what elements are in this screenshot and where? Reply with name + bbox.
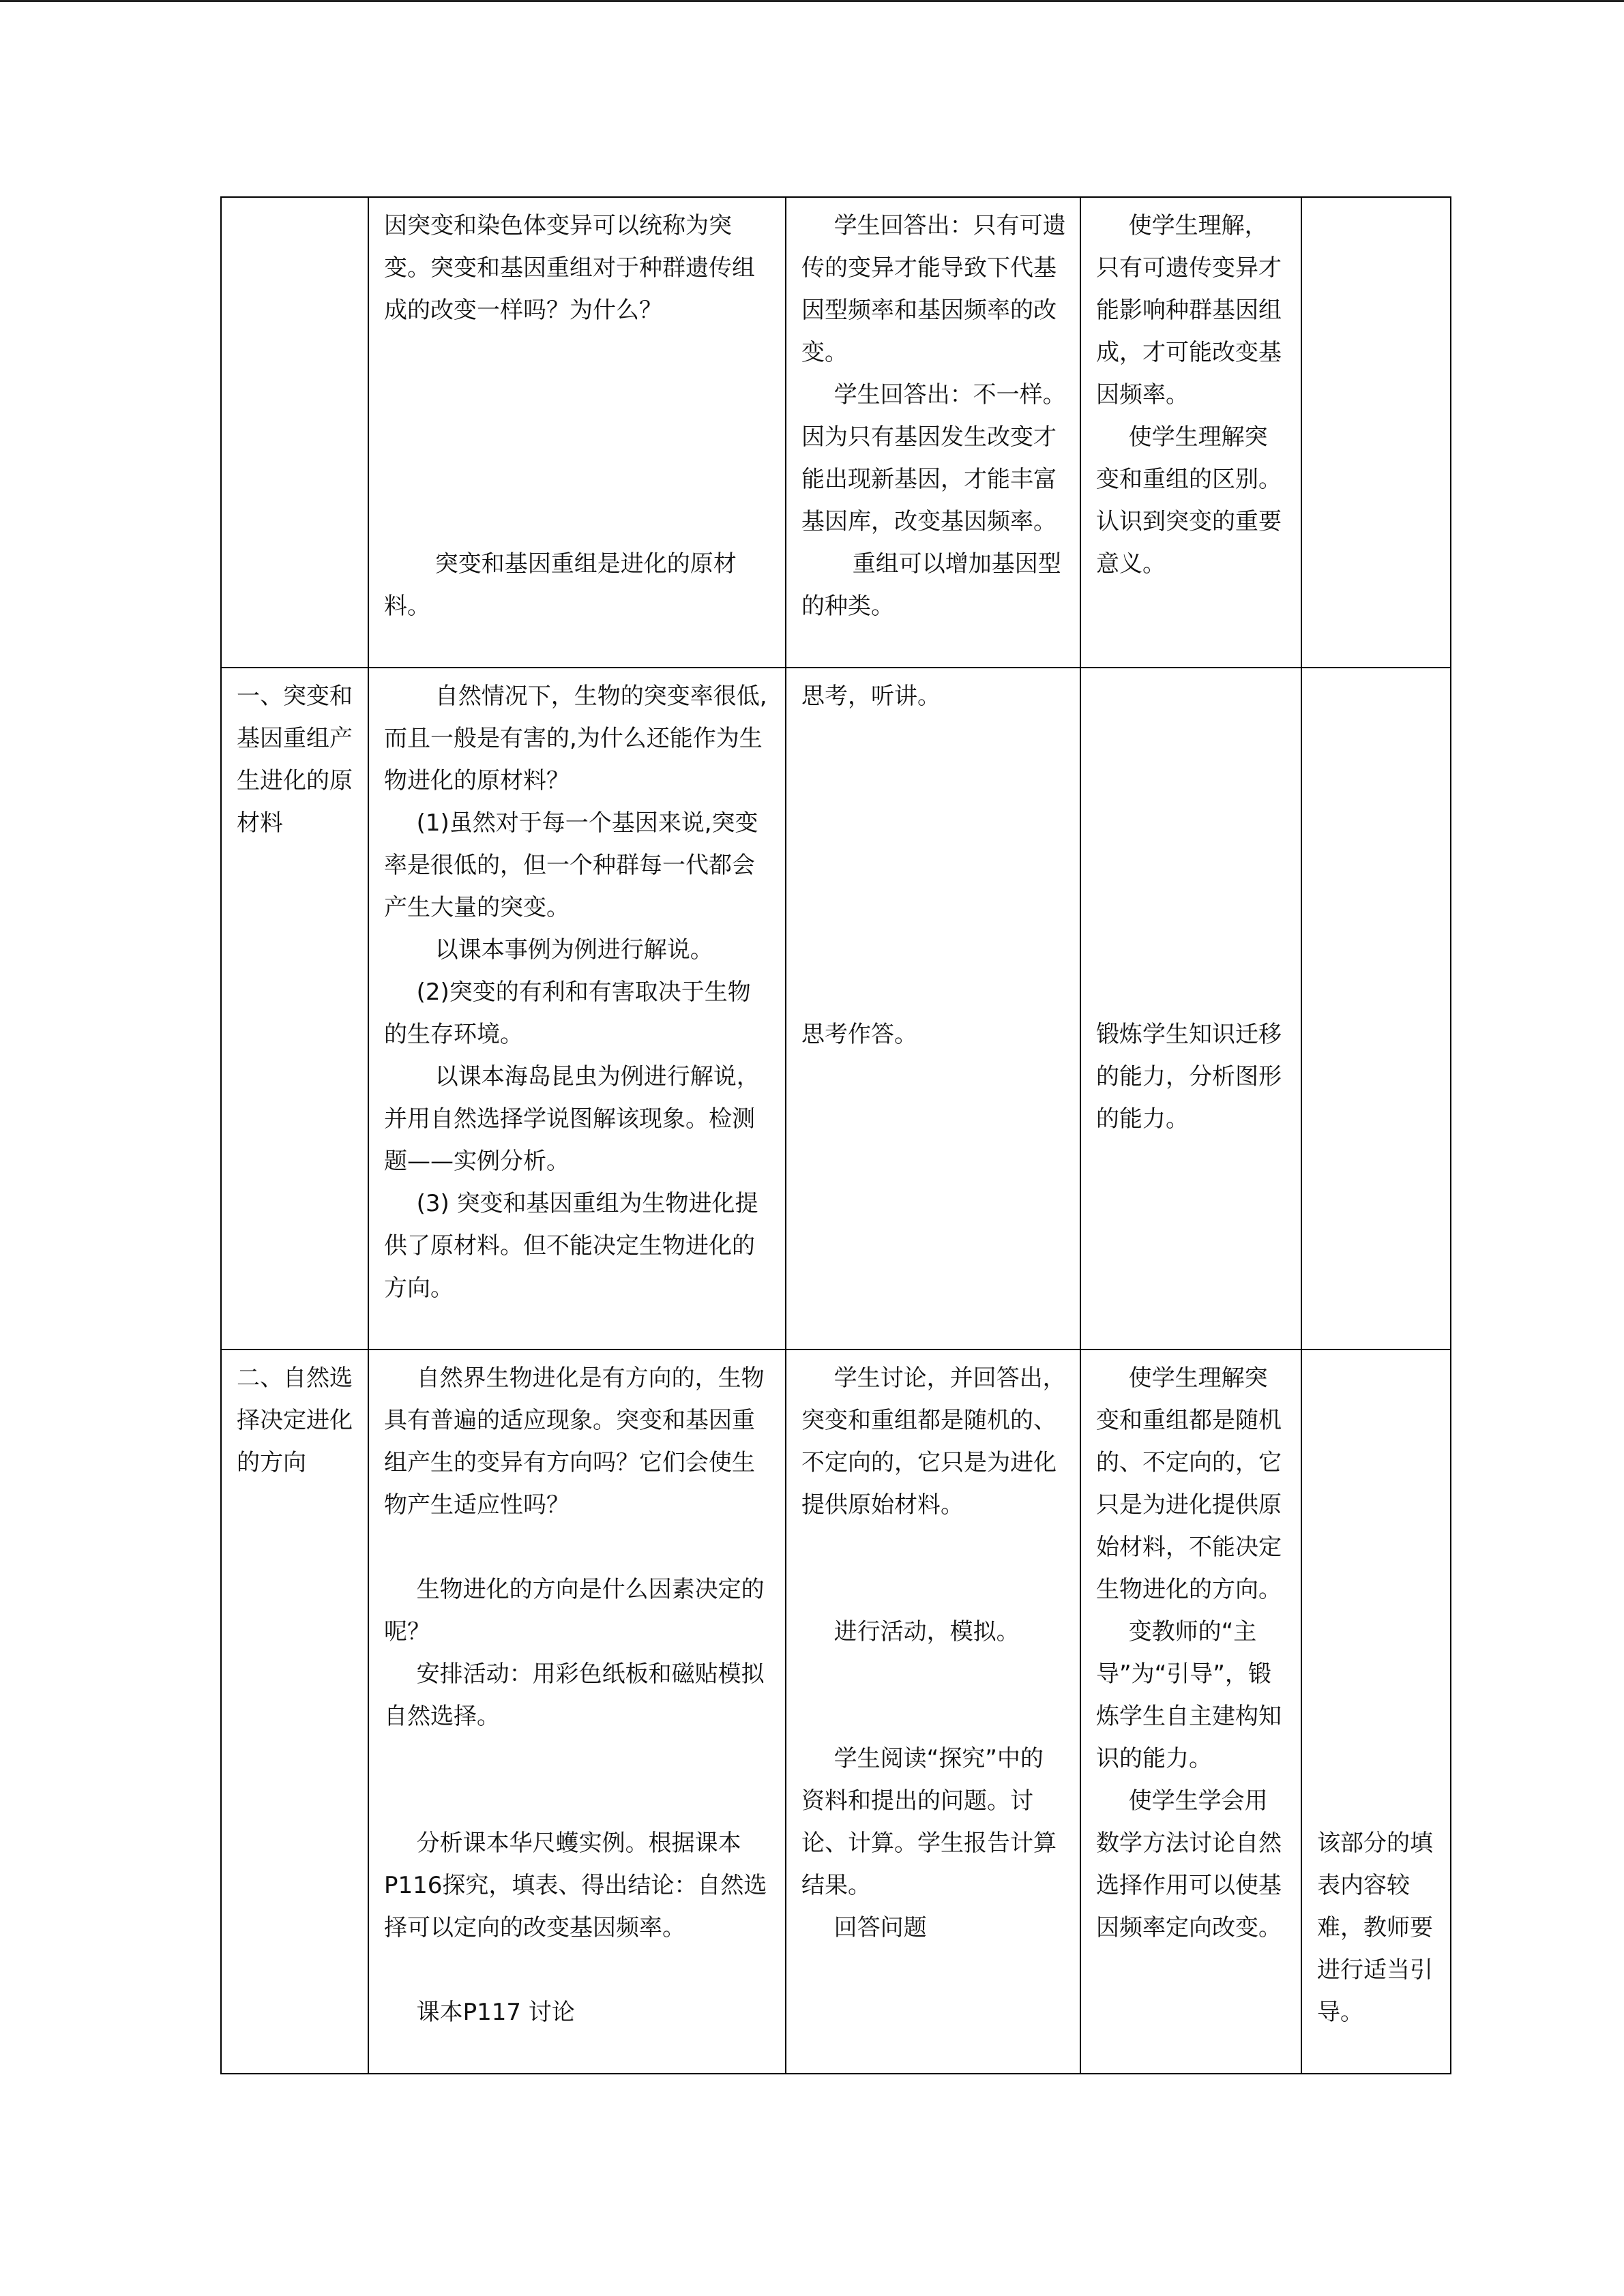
teacher-text: 自然界生物进化是有方向的，生物具有普遍的适应现象。突变和基因重组产生的变异有方向吗？它们会使生物产生适应性吗？ (384, 1365, 765, 1519)
student-text: 回答问题 (833, 1914, 927, 1941)
teacher-text: 以课本海岛昆虫为例进行解说，并用自然选择学说图解该现象。检测题——实例分析。 (384, 1063, 760, 1175)
lesson-plan-table (220, 196, 1451, 2074)
teacher-text: 以课本事例为例进行解说。 (434, 936, 713, 964)
note-cell (1301, 668, 1451, 1350)
page-top-border (0, 0, 1624, 2)
student-text: 思考，听讲。 (801, 683, 941, 710)
teacher-text: 自然情况下，生物的突变率很低,而且一般是有害的,为什么还能作为生物进化的原材料？ (384, 683, 767, 794)
teacher-text: (2)突变的有利和有害取决于生物的生存环境。 (384, 979, 751, 1048)
stage-cell (221, 668, 368, 1350)
note-cell (1301, 1350, 1451, 2074)
intent-text: 锻炼学生知识迁移的能力，分析图形的能力。 (1096, 1021, 1282, 1133)
teacher-text: (1)虽然对于每一个基因来说,突变率是很低的，但一个种群每一代都会产生大量的突变。 (384, 809, 758, 921)
intent-text: 使学生理解突变和重组都是随机的、不定向的，它只是为进化提供原始材料，不能决定生物进化的方向。 (1096, 1365, 1282, 1603)
student-text: 思考作答。 (801, 1021, 917, 1048)
design-intent-cell (1080, 668, 1301, 1350)
intent-text: 使学生理解突变和重组的区别。认识到突变的重要意义。 (1096, 423, 1282, 578)
student-text: 进行活动，模拟。 (833, 1618, 1020, 1645)
teacher-text: 突变和基因重组是进化的原材料。 (384, 550, 737, 620)
teacher-text: 因突变和染色体变异可以统称为突变。突变和基因重组对于种群遗传组成的改变一样吗？为什么？ (384, 212, 755, 324)
design-intent-cell (1080, 1350, 1301, 2074)
table-row (221, 1350, 1451, 2074)
intent-text: 变教师的“主导”为“引导”，锻炼学生自主建构知识的能力。 (1096, 1618, 1282, 1772)
teacher-activity-cell (368, 668, 786, 1350)
student-text: 学生回答出：只有可遗传的变异才能导致下代基因型频率和基因频率的改变。 (801, 212, 1066, 366)
teacher-activity-cell (368, 197, 786, 668)
stage-cell (221, 197, 368, 668)
table-row (221, 197, 1451, 668)
student-activity-cell (786, 668, 1080, 1350)
student-text: 重组可以增加基因型的种类。 (801, 550, 1061, 620)
student-text: 学生讨论，并回答出，突变和重组都是随机的、不定向的，它只是为进化提供原始材料。 (801, 1365, 1066, 1519)
student-activity-cell (786, 1350, 1080, 2074)
table-row (221, 668, 1451, 1350)
stage-text: 一、突变和基因重组产生进化的原材料 (237, 683, 353, 837)
stage-cell (221, 1350, 368, 2074)
teacher-text: (3) 突变和基因重组为生物进化提供了原材料。但不能决定生物进化的方向。 (384, 1190, 758, 1302)
intent-text: 使学生理解，只有可遗传变异才能影响种群基因组成，才可能改变基因频率。 (1096, 212, 1282, 408)
teacher-text: 生物进化的方向是什么因素决定的呢？ (384, 1576, 765, 1645)
intent-text: 使学生学会用数学方法讨论自然选择作用可以使基因频率定向改变。 (1096, 1787, 1282, 1941)
student-text: 学生阅读“探究”中的资料和提出的问题。讨论、计算。学生报告计算结果。 (801, 1745, 1057, 1899)
note-cell (1301, 197, 1451, 668)
teacher-activity-cell (368, 1350, 786, 2074)
student-text: 学生回答出：不一样。因为只有基因发生改变才能出现新基因，才能丰富基因库，改变基因频率。 (801, 381, 1066, 535)
design-intent-cell (1080, 197, 1301, 668)
teacher-text: 分析课本华尺蠖实例。根据课本P116探究，填表、得出结论：自然选择可以定向的改变基因频率。 (384, 1830, 767, 1941)
stage-text: 二、自然选择决定进化的方向 (237, 1365, 353, 1476)
note-text: 该部分的填表内容较难，教师要进行适当引导。 (1317, 1830, 1433, 2026)
teacher-text: 课本P117 讨论 (416, 1999, 575, 2026)
teacher-text: 安排活动：用彩色纸板和磁贴模拟自然选择。 (384, 1660, 765, 1730)
student-activity-cell (786, 197, 1080, 668)
